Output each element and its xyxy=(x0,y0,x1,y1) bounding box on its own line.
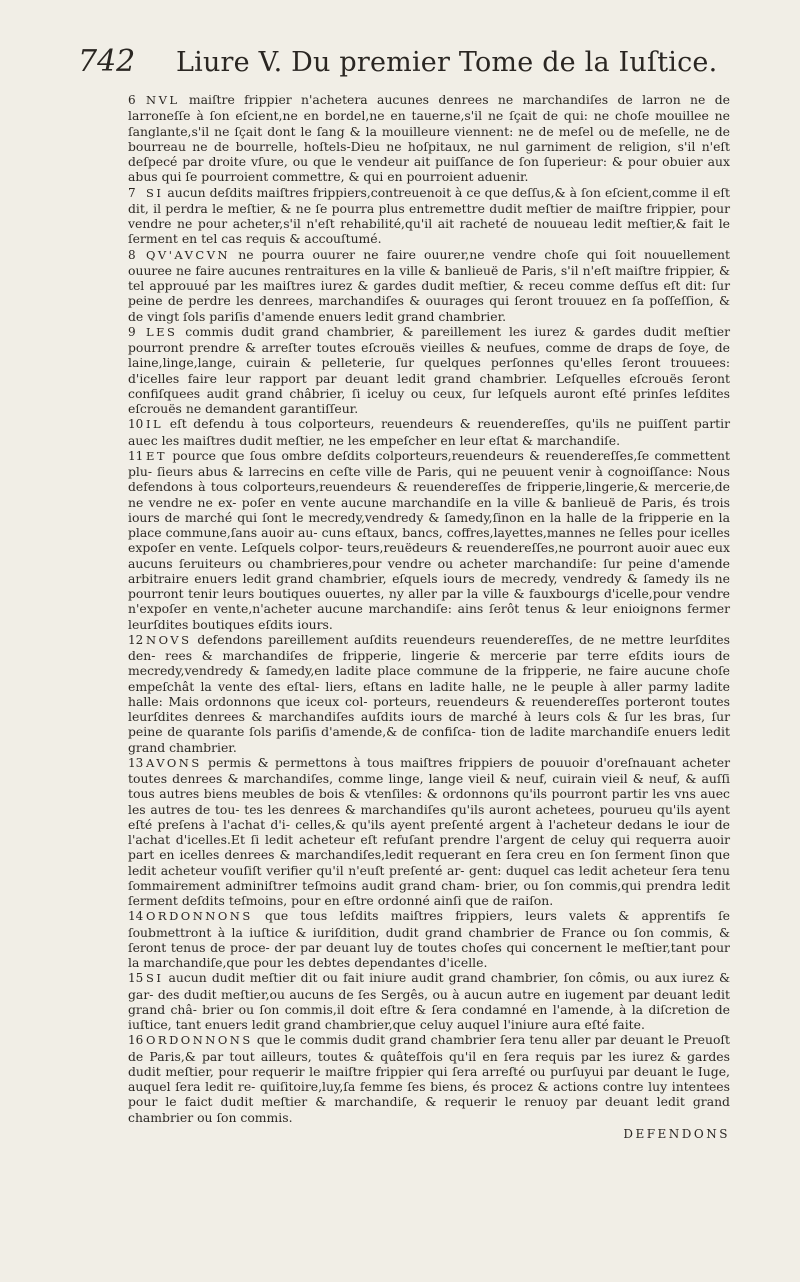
article-number: 16 xyxy=(128,1033,144,1048)
article-text: que le commis dudit grand chambrier ſera tenu aller par deuant le Preuoſt de Paris,& par tout ailleurs, toutes & quâteſfois qu'il en ſera requis par les iurez & gardes dudit meſtier, pour requerir le maiſtre frippier qui ſera arreſté ou purſuyui par deuant le Iuge, auquel ſera ledit re- quiſitoire,luy,ſa femme ſes biens, és procez & actions contre luy intentees pour le faict dudit meſtier & marchandiſe, & requerir le renuoy par deuant ledit grand chambrier ou ſon commis. xyxy=(128,1032,730,1125)
article-text: defendons pareillement auſdits reuendeurs reuendereſſes, de ne mettre leurſdites den- rees & marchandiſes de fripperie, lingerie & mercerie par terre eſdits iours de mecredy,vendredy & ſamedy,en ladite place commune de la fripperie, ne faire aucune choſe empeſchât la vente des eſtal- liers, eſtans en ladite halle, ne le peuple à aller parmy ladite halle: Mais ordonnons que iceux col- porteurs, reuendeurs & reuendereſſes porteront toutes leurſdites denrees & marchandiſes auſdits iours de marché à leurs cols & ſur les bras, ſur peine de quarante ſols pariſis d'amende,& de confiſca- tion de ladite marchandiſe enuers ledit grand chambrier. xyxy=(128,631,730,755)
lead-word: ORDONNONS xyxy=(146,909,253,924)
article-text: eſt defendu à tous colporteurs, reuendeurs & reuendereſſes, qu'ils ne puiſſent partir auec les maiſtres dudit meſtier, ne les empeſcher en leur eſtat & marchandiſe. xyxy=(128,416,730,448)
article-number: 10 xyxy=(128,417,144,432)
article-text: aucun deſdits maiſtres frippiers,contreuenoit à ce que deſſus,& à ſon eſcient,comme il eſt dit, il perdra le meſtier, & ne ſe pourra plus entremettre dudit meſtier de maiſtre frippier, pour vendre ne pour acheter,s'il n'eſt rehabilité,qu'il ait racheté de nouueau ledit meſtier,& fait le ſerment en tel cas requis & accouſtumé. xyxy=(128,184,730,247)
article-13 xyxy=(128,755,730,909)
article-6 xyxy=(128,92,730,185)
lead-word: QV'AVCVN xyxy=(146,247,231,262)
lead-word: SI xyxy=(146,971,164,986)
article-text: commis dudit grand chambrier, & pareillement les iurez & gardes dudit meſtier pourront prendre & arreſter toutes eſcrouës vieilles & neufues, comme de draps de ſoye, de laine,linge,lange, cuirain & pelleterie, ſur quelques perſonnes qu'elles ſeront trouuees: d'icelles faire leur rapport par deuant ledit grand chambrier. Leſquelles eſcrouës ſeront confiſquees audit grand châbrier, ſi iceluy ou ceux, ſur leſquels auront eſté prinſes leſdites eſcrouës ne demandent garantiſſeur. xyxy=(128,323,730,416)
article-number: 8 xyxy=(128,247,136,262)
article-text: que tous leſdits maiſtres frippiers, leurs valets & apprentifs ſe ſoubmettront à la iuſtice & iuriſdition, dudit grand chambrier de France ou ſon commis, & ſeront tenus de proce- der par deuant luy de toutes choſes qui concernent le meſtier,tant pour la marchandiſe,que pour les debtes dependantes d'icelle. xyxy=(128,908,730,970)
article-12 xyxy=(128,632,730,755)
article-text: aucun dudit meſtier dit ou fait iniure audit grand chambrier, ſon cômis, ou aux iurez & gar- des dudit meſtier,ou aucuns de ſes Sergês, ou à aucun autre en iugement par deuant ledit grand châ- brier ou ſon commis,il doit eſtre & ſera condamné en l'amende, à la diſcretion de iuſtice, tant enuers ledit grand chambrier,que celuy auquel l'iniure aura eſté faite. xyxy=(128,970,730,1032)
article-text: ne pourra ouurer ne faire ouurer,ne vendre choſe qui ſoit nouuellement ouuree ne faire aucunes rentraitures en la ville & banlieuë de Paris, s'il n'eſt maiſtre frippier, & tel approuué par les maiſtres iurez & gardes dudit meſtier, & receu comme deſſus eſt dit: ſur peine de perdre les denrees, marchandiſes & ouurages qui ſeront trouuez en ſa poſſeſſion, & de vingt ſols pariſis d'amende enuers ledit grand chambrier. xyxy=(128,246,730,324)
article-16 xyxy=(128,1032,730,1125)
article-number: 11 xyxy=(128,448,144,463)
article-number: 6 xyxy=(128,93,136,107)
article-7 xyxy=(128,185,730,247)
article-text: pource que ſous ombre deſdits colporteurs,reuendeurs & reuendereſſes,ſe commettent plu- ſieurs abus & larrecins en ceſte ville de Paris, qui ne peuuent venir à cognoiſſance: Nous defendons à tous colporteurs,reuendeurs & reuendereſſes de fripperie,lingerie,& mercerie,de ne vendre ne ex- poſer en vente aucune marchandiſe en la ville & banlieuë de Paris, és trois iours de marché qui ſont le mecredy,vendredy & ſamedy,ſinon en la halle de la fripperie en la place commune,ſans auoir au- cuns eſtaux, bancs, coffres,layettes,mannes ne ſelles pour icelles expoſer en vente. Leſquels colpor- teurs,reuëdeurs & reuendereſſes,ne pourront auoir auec eux aucuns ſeruiteurs ou chambrieres,pour vendre ou acheter marchandiſe: ſur peine d'amende arbitraire enuers ledit grand chambrier, eſquels iours de mecredy, vendredy & ſamedy ils ne pourront tenir leurs boutiques ouuertes, ny aller par la ville & fauxbourgs d'icelle,pour vendre n'expoſer en vente,n'acheter aucune marchandiſe: ains ſerôt tenus & leur enioignons fermer leurſdites boutiques eſdits iours. xyxy=(128,447,730,632)
lead-word: ORDONNONS xyxy=(146,1033,253,1048)
article-number: 9 xyxy=(128,324,136,339)
article-number: 12 xyxy=(128,632,144,647)
article-number: 14 xyxy=(128,909,144,924)
lead-word: NOVS xyxy=(146,632,192,647)
article-number: 15 xyxy=(128,971,144,986)
article-14 xyxy=(128,908,730,970)
article-15 xyxy=(128,970,730,1032)
article-11 xyxy=(128,448,730,632)
article-8 xyxy=(128,247,730,324)
article-text: permis & permettons à tous maiſtres frippiers de pouuoir d'oreſnauant acheter toutes denrees & marchandiſes, comme linge, lange vieil & neuf, cuirain vieil & neuf, & auſſi tous autres biens meubles de bois & vtenſiles: & ordonnons qu'ils pourront partir les vns auec les autres de tou- tes les denrees & marchandiſes qu'ils auront achetees, pourueu qu'ils ayent eſté preſens à l'achat d'i- celles,& qu'ils ayent preſenté argent à l'acheteur dedans le iour de l'achat d'icelles.Et ſi ledit acheteur eſt refuſant prendre l'argent de celuy qui requerra auoir part en icelles denrees & marchandiſes,ledit requerant en ſera creu en ſon ſerment ſinon que ledit acheteur vouſiſt verifier qu'il n'euſt preſenté ar- gent: duquel cas ledit acheteur ſera tenu ſommairement adminiſtrer teſmoins audit grand cham- brier, ou ſon commis,qui prendra ledit ſerment deſdits teſmoins, pour en eſtre ordonné ainſi que de raiſon. xyxy=(128,754,730,908)
catchword: DEFENDONS xyxy=(623,1126,730,1141)
lead-word: IL xyxy=(146,417,164,432)
running-title: Liure V. Du premier Tome de la Iuſtice. xyxy=(176,47,718,78)
page-number: 742 xyxy=(78,44,136,79)
article-9 xyxy=(128,324,730,417)
article-10 xyxy=(128,416,730,448)
article-text: maiſtre frippier n'achetera aucunes denrees ne marchandiſes de larron ne de larroneſſe à ſon eſcient,ne en bordel,ne en tauerne,s'il ne ſçait de qui: ne choſe mouillee ne ſanglante,s'il ne ſçait dont le ſang & la mouilleure viennent: ne de meſel ou de meſelle, ne de bourreau ne de bourrelle, hoſtels-Dieu ne hoſpitaux, ne nul garniment de religion, s'il n'eſt deſpecé par droite vſure, ou que le vendeur ait puiſſance de ſon ſuperieur: & pour obuier aux abus qui ſe pourroient commettre, & qui en pourroient aduenir. xyxy=(128,92,730,185)
lead-word: NVL xyxy=(146,93,180,107)
lead-word: AVONS xyxy=(146,755,202,770)
lead-word: ET xyxy=(146,448,168,463)
body-text xyxy=(128,92,730,1125)
page-header xyxy=(78,44,730,88)
article-number: 7 xyxy=(128,185,136,200)
article-number: 13 xyxy=(128,755,144,770)
lead-word: LES xyxy=(146,324,178,339)
lead-word: SI xyxy=(146,185,164,200)
